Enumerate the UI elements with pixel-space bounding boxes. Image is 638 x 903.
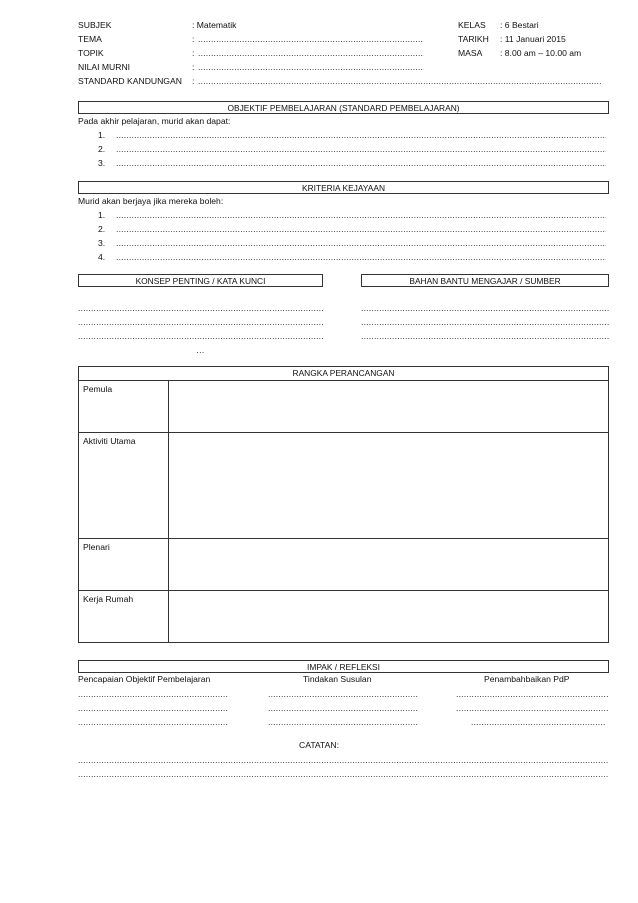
kriteria-item-number: 2. [98,224,106,234]
rangka-row-label: Aktiviti Utama [79,433,169,539]
tarikh-value: : 11 Januari 2015 [500,34,566,44]
rangka-row-content [169,539,609,591]
rangka-row-content [169,591,609,643]
impak-dotted-line [78,703,228,714]
nilai-murni-label: NILAI MURNI [78,62,131,72]
standard-kandungan-label: STANDARD KANDUNGAN [78,76,182,86]
topik-colon: : [192,48,195,58]
kriteria-dotted-line [116,210,606,221]
objektif-item-number: 3. [98,158,106,168]
tema-colon: : [192,34,195,44]
rangka-header: RANGKA PERANCANGAN [79,367,609,381]
rangka-row-label: Pemula [79,381,169,433]
rangka-row-content [169,433,609,539]
subjek-label: SUBJEK [78,20,112,30]
objektif-intro: Pada akhir pelajaran, murid akan dapat: [78,116,231,126]
subjek-value: : Matematik [192,20,237,30]
tema-dotted-line [198,34,424,45]
topik-dotted-line [198,48,424,59]
kriteria-dotted-line [116,224,606,235]
rangka-perancangan-table [78,366,609,643]
konsep-trailing-ellipsis: … [196,345,205,355]
bahan-header: BAHAN BANTU MENGAJAR / SUMBER [361,274,609,287]
kriteria-intro: Murid akan berjaya jika mereka boleh: [78,196,224,206]
tema-label: TEMA [78,34,102,44]
impak-dotted-line [471,717,605,728]
standard-kandungan-dotted-line [198,76,602,87]
catatan-label: CATATAN: [299,740,339,750]
standard-kandungan-colon: : [192,76,195,86]
objektif-dotted-line [116,158,606,169]
catatan-dotted-line [78,755,609,766]
impak-dotted-line [78,717,228,728]
rangka-row-label: Plenari [79,539,169,591]
impak-dotted-line [268,689,418,700]
impak-col-tindakan: Tindakan Susulan [303,674,372,684]
impak-dotted-line [456,703,609,714]
objektif-item-number: 2. [98,144,106,154]
objektif-dotted-line [116,130,606,141]
kriteria-dotted-line [116,252,606,263]
nilai-murni-colon: : [192,62,195,72]
kriteria-header: KRITERIA KEJAYAAN [78,181,609,194]
masa-value: : 8.00 am – 10.00 am [500,48,582,58]
topik-label: TOPIK [78,48,104,58]
kriteria-item-number: 3. [98,238,106,248]
bahan-dotted-line [361,331,609,342]
kriteria-dotted-line [116,238,606,249]
konsep-dotted-line [78,331,324,342]
kriteria-item-number: 1. [98,210,106,220]
objektif-item-number: 1. [98,130,106,140]
kriteria-item-number: 4. [98,252,106,262]
tarikh-label: TARIKH [458,34,489,44]
impak-dotted-line [456,689,609,700]
konsep-header: KONSEP PENTING / KATA KUNCI [78,274,323,287]
masa-label: MASA [458,48,483,58]
impak-dotted-line [78,689,228,700]
kelas-value: : 6 Bestari [500,20,539,30]
konsep-dotted-line [78,317,324,328]
objektif-dotted-line [116,144,606,155]
kelas-label: KELAS [458,20,486,30]
impak-dotted-line [268,703,418,714]
impak-header: IMPAK / REFLEKSI [78,660,609,673]
bahan-dotted-line [361,317,609,328]
bahan-dotted-line [361,303,609,314]
nilai-murni-dotted-line [198,62,424,73]
impak-dotted-line [268,717,418,728]
rangka-row-content [169,381,609,433]
objektif-header: OBJEKTIF PEMBELAJARAN (STANDARD PEMBELAJARAN) [78,101,609,114]
catatan-dotted-line [78,769,609,780]
impak-col-penambahbaikan: Penambahbaikan PdP [484,674,570,684]
konsep-dotted-line [78,303,324,314]
impak-col-pencapaian: Pencapaian Objektif Pembelajaran [78,674,211,684]
rangka-row-label: Kerja Rumah [79,591,169,643]
